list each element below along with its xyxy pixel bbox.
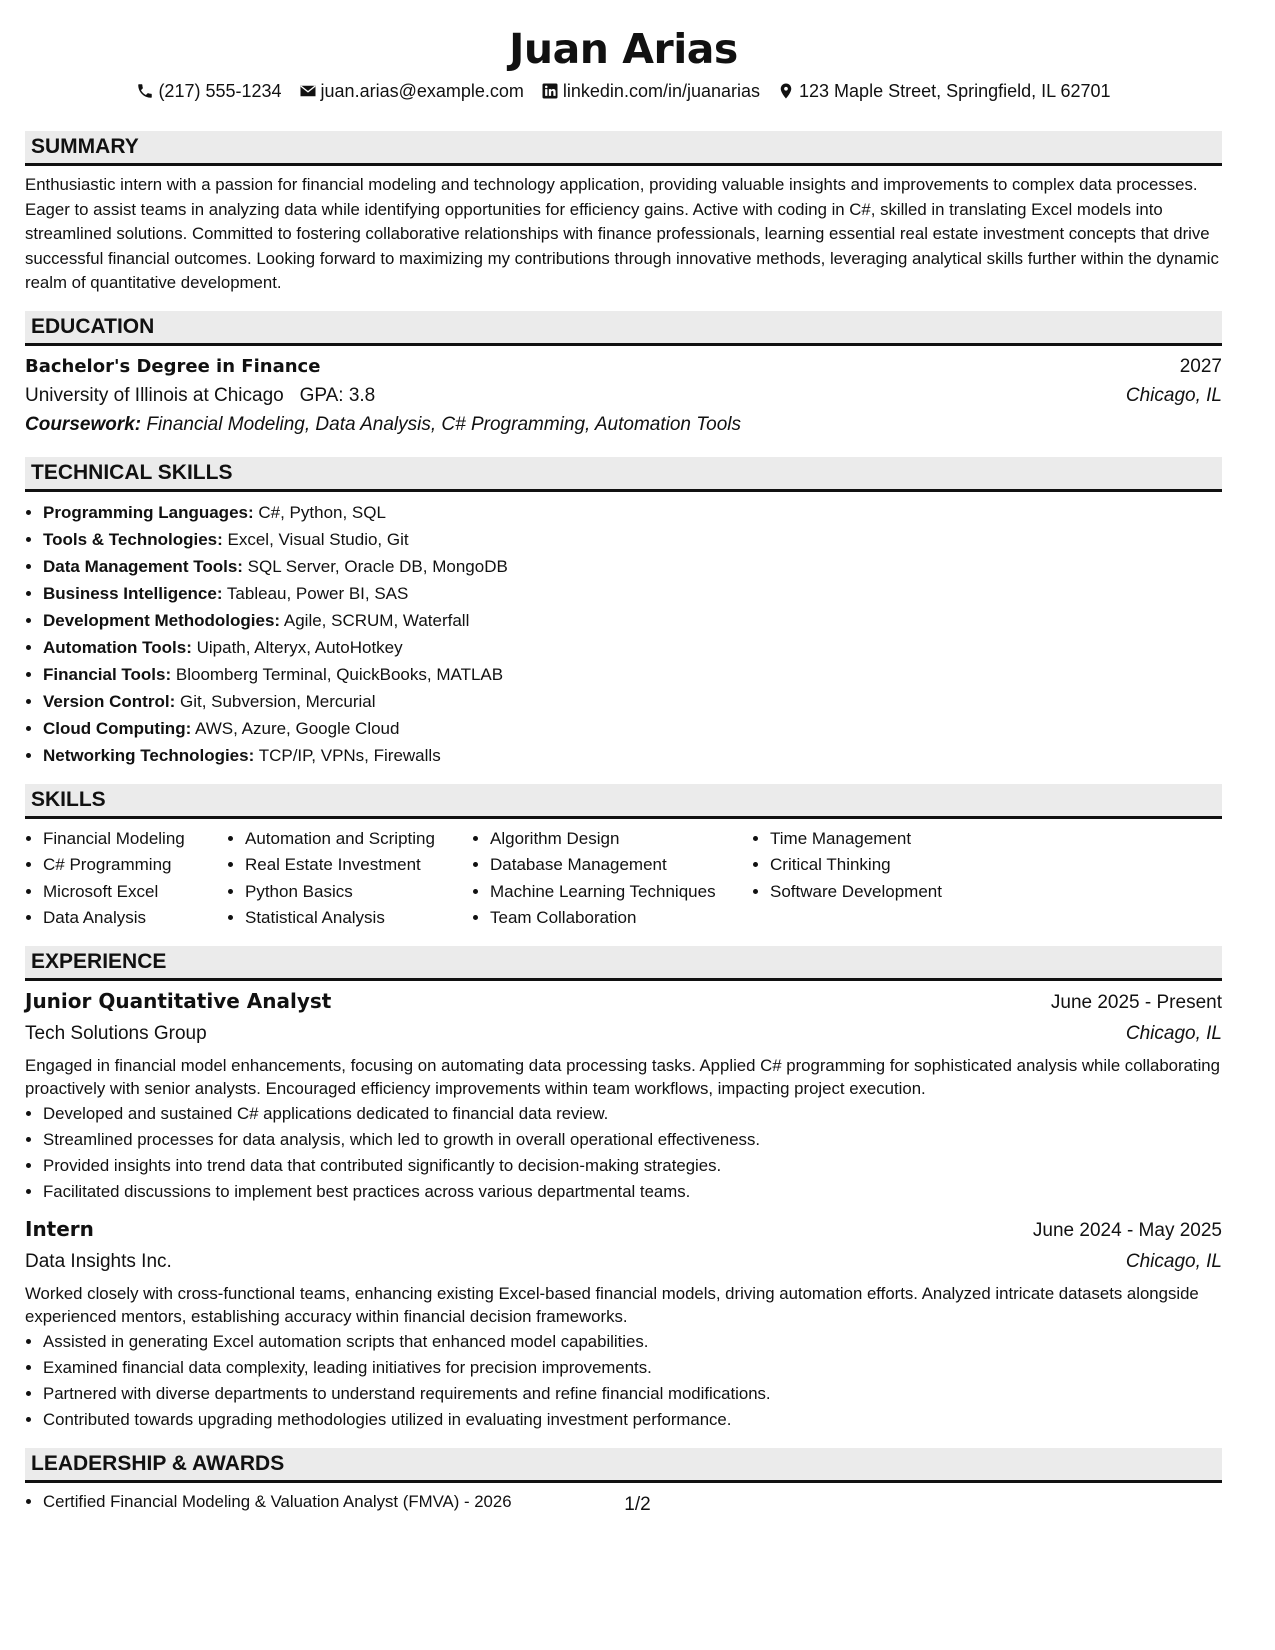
list-item: • Development Methodologies: Agile, SCRUM, Waterfall bbox=[43, 607, 1222, 634]
list-item: • Streamlined processes for data analysis, which led to growth in overall operational effectiveness. bbox=[43, 1127, 1222, 1153]
job-dates: June 2025 - Present bbox=[1050, 991, 1222, 1013]
phone-text[interactable]: (217) 555-1234 bbox=[158, 81, 282, 101]
list-item: • Cloud Computing: AWS, Azure, Google Cloud bbox=[43, 715, 1222, 742]
list-item: • Python Basics bbox=[245, 879, 472, 906]
section-heading-summary: SUMMARY bbox=[25, 131, 1222, 166]
email-link[interactable]: juan.arias@example.com bbox=[320, 81, 524, 101]
section-heading-education: EDUCATION bbox=[25, 311, 1222, 346]
list-item: • Programming Languages: C#, Python, SQL bbox=[43, 499, 1222, 526]
job-dates: June 2024 - May 2025 bbox=[1032, 1219, 1222, 1241]
education-school: University of Illinois at Chicago bbox=[25, 384, 284, 406]
list-item: • Provided insights into trend data that contributed significantly to decision-making strategies. bbox=[43, 1153, 1222, 1179]
list-item: • Critical Thinking bbox=[770, 852, 1000, 879]
skills-column-1 bbox=[25, 826, 227, 932]
job-company: Tech Solutions Group bbox=[25, 1022, 207, 1044]
job-description: Engaged in financial model enhancements, focusing on automating data processing tasks. Applied C# programming for sophisticated analysis while collaborating proactively with senior analysts. Encouraged efficiency improvements within team workflows, impacting project execution. bbox=[25, 1055, 1220, 1099]
list-item: • Machine Learning Techniques bbox=[490, 879, 752, 906]
job-location: Chicago, IL bbox=[1125, 1250, 1222, 1272]
list-item: • Assisted in generating Excel automation scripts that enhanced model capabilities. bbox=[43, 1329, 1222, 1355]
job-company: Data Insights Inc. bbox=[25, 1250, 172, 1272]
technical-skills-list bbox=[25, 499, 1222, 769]
linkedin-link[interactable]: linkedin.com/in/juanarias bbox=[562, 81, 761, 101]
list-item: • Automation and Scripting bbox=[245, 826, 472, 853]
contact-email bbox=[299, 78, 524, 104]
list-item: • Statistical Analysis bbox=[245, 905, 472, 932]
linkedin-icon bbox=[541, 82, 559, 100]
address-text: 123 Maple Street, Springfield, IL 62701 bbox=[799, 81, 1111, 101]
job-bullet-list bbox=[25, 1101, 1222, 1205]
list-item: • Developed and sustained C# applications dedicated to financial data review. bbox=[43, 1101, 1222, 1127]
job-entry bbox=[25, 1214, 1222, 1433]
coursework-label: Coursework: bbox=[25, 413, 142, 435]
list-item: • Version Control: Git, Subversion, Mercurial bbox=[43, 688, 1222, 715]
list-item: • Data Analysis bbox=[43, 905, 227, 932]
contact-address bbox=[777, 78, 1111, 104]
list-item: • Facilitated discussions to implement best practices across various departmental teams. bbox=[43, 1179, 1222, 1205]
skills-grid bbox=[25, 826, 1222, 932]
skills-column-3 bbox=[472, 826, 752, 932]
phone-icon bbox=[136, 82, 154, 100]
list-item: • Real Estate Investment bbox=[245, 852, 472, 879]
section-heading-technical-skills: TECHNICAL SKILLS bbox=[25, 457, 1222, 492]
job-location: Chicago, IL bbox=[1125, 1022, 1222, 1044]
list-item: • Microsoft Excel bbox=[43, 879, 227, 906]
education-degree: Bachelor's Degree in Finance bbox=[25, 355, 321, 377]
job-title: Intern bbox=[25, 1216, 94, 1241]
list-item: • Algorithm Design bbox=[490, 826, 752, 853]
candidate-name: Juan Arias bbox=[509, 25, 738, 73]
section-heading-leadership-awards: LEADERSHIP & AWARDS bbox=[25, 1448, 1222, 1483]
job-bullet-list bbox=[25, 1329, 1222, 1433]
education-location: Chicago, IL bbox=[1125, 384, 1222, 406]
education-entry bbox=[25, 353, 1222, 439]
section-heading-skills: SKILLS bbox=[25, 784, 1222, 819]
job-description: Worked closely with cross-functional teams, enhancing existing Excel-based financial models, driving automation efforts. Analyzed intricate datasets alongside experienced mentors, establishing accuracy within financial decision frameworks. bbox=[25, 1283, 1199, 1327]
skills-column-2 bbox=[227, 826, 472, 932]
education-coursework bbox=[25, 410, 1222, 439]
list-item: • Contributed towards upgrading methodologies utilized in evaluating investment performance. bbox=[43, 1407, 1222, 1433]
list-item: • Financial Modeling bbox=[43, 826, 227, 853]
list-item: • Tools & Technologies: Excel, Visual Studio, Git bbox=[43, 526, 1222, 553]
job-entry bbox=[25, 986, 1222, 1205]
list-item: • Team Collaboration bbox=[490, 905, 752, 932]
summary-text: Enthusiastic intern with a passion for financial modeling and technology application, providing valuable insights and improvements to complex data processes. Eager to assist teams in analyzing data while identifying opportunities for efficiency gains. Active with coding in C#, skilled in translating Excel models into streamlined solutions. Committed to fostering collaborative relationships with finance professionals, learning essential real estate investment concepts that drive successful financial outcomes. Looking forward to maximizing my contributions through innovative methods, leveraging analytical skills further within the dynamic realm of quantitative development. bbox=[25, 175, 1219, 293]
page-number: 1/2 bbox=[624, 1494, 651, 1515]
list-item: • Database Management bbox=[490, 852, 752, 879]
education-year: 2027 bbox=[1179, 355, 1222, 377]
map-pin-icon bbox=[777, 82, 795, 100]
contact-linkedin bbox=[541, 78, 760, 104]
coursework-value: Financial Modeling, Data Analysis, C# Programming, Automation Tools bbox=[146, 413, 741, 435]
list-item: • Business Intelligence: Tableau, Power BI, SAS bbox=[43, 580, 1222, 607]
contact-phone bbox=[136, 78, 281, 104]
list-item: • Partnered with diverse departments to understand requirements and refine financial modifications. bbox=[43, 1381, 1222, 1407]
section-heading-experience: EXPERIENCE bbox=[25, 946, 1222, 981]
envelope-icon bbox=[299, 82, 317, 100]
list-item: • Software Development bbox=[770, 879, 1000, 906]
list-item: • Financial Tools: Bloomberg Terminal, QuickBooks, MATLAB bbox=[43, 661, 1222, 688]
list-item: • Data Management Tools: SQL Server, Oracle DB, MongoDB bbox=[43, 553, 1222, 580]
skills-column-4 bbox=[752, 826, 1000, 932]
list-item: • Examined financial data complexity, leading initiatives for precision improvements. bbox=[43, 1355, 1222, 1381]
list-item: • Networking Technologies: TCP/IP, VPNs, Firewalls bbox=[43, 742, 1222, 769]
list-item: • Time Management bbox=[770, 826, 1000, 853]
education-gpa: GPA: 3.8 bbox=[299, 384, 376, 406]
education-school-line bbox=[25, 381, 375, 410]
contact-bar bbox=[25, 78, 1222, 104]
list-item: • C# Programming bbox=[43, 852, 227, 879]
job-title: Junior Quantitative Analyst bbox=[25, 988, 332, 1013]
list-item: • Certified Financial Modeling & Valuation Analyst (FMVA) - 2026 bbox=[43, 1489, 1222, 1515]
list-item: • Automation Tools: Uipath, Alteryx, AutoHotkey bbox=[43, 634, 1222, 661]
